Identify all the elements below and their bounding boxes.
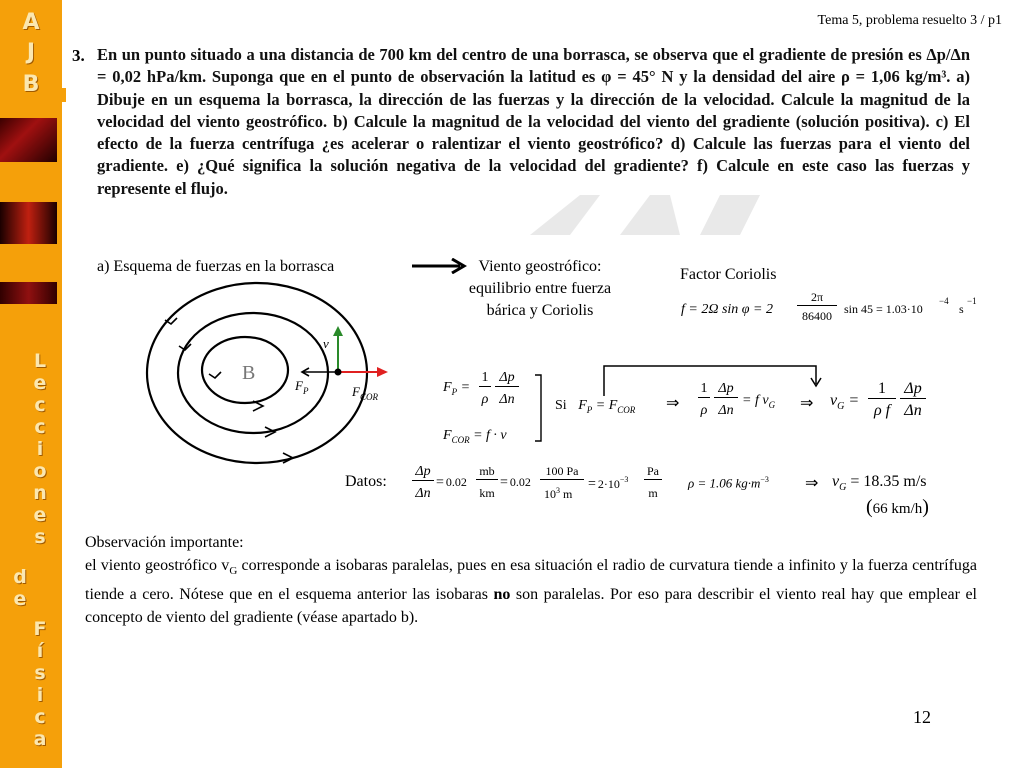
sidebar	[0, 0, 62, 768]
lab-photo-1	[0, 118, 57, 162]
vg-equation: $v_G$ = 1 ρ f Δp Δn	[830, 380, 930, 426]
problem-statement	[72, 44, 970, 224]
vertical-word-de-1: d e	[13, 566, 27, 610]
implies-2: ⇒	[800, 395, 814, 412]
isobar-arrow-3	[209, 372, 221, 378]
vertical-word-lecciones: L e c c i o n e s	[33, 350, 47, 548]
datos-label: Datos:	[345, 473, 387, 490]
observation-text: el viento geostrófico $v_G$ corresponde a isobaras paralelas, pues en esa situación el radio de curvatura tiende a infinito y la fuerza centrífuga tiende a cero. Nótese que en el esquema anterior las isobaras no son paralelas. Por eso para describir el viento real hay que emplear el concepto de viento del gradiente (véase apartado b).	[85, 557, 978, 627]
cyclone-diagram	[145, 278, 405, 468]
fcor-equation: $F_{COR} = f \cdot v$	[443, 428, 507, 445]
geostrophic-title: Viento geostrófico: equilibrio entre fuerza bárica y Coriolis	[468, 258, 612, 319]
logo-letter-j: J	[26, 40, 36, 65]
vg-result: $v_G = 18.35$ m/s	[832, 473, 927, 494]
coriolis-title: Factor Coriolis	[680, 266, 777, 283]
center-label-b: B	[242, 362, 256, 384]
logo-letter-a: A	[22, 10, 40, 35]
vg-result-kmh: (66 km/h)	[866, 496, 929, 518]
header-title: Tema 5, problema resuelto 3 / p1	[817, 13, 1002, 28]
v-label: v	[323, 336, 329, 351]
datos-density: ρ = 1.06 $kg\cdot m^{-3}$	[688, 475, 769, 491]
page-number: 12	[913, 707, 931, 727]
isobar-arrow-6	[283, 453, 293, 463]
fp-equation: $F_P$ = 1 ρ Δp Δn	[443, 370, 533, 420]
problem-number: 3.	[72, 46, 85, 65]
implies-1: ⇒	[666, 395, 680, 412]
balance-equation: 1 ρ Δp Δn = f $v_G$	[698, 381, 798, 427]
si-condition: Si $F_P = F_{COR}$	[555, 398, 636, 415]
fcor-label: $F_{COR}$	[352, 384, 378, 402]
lab-photo-2	[0, 202, 57, 244]
datos-gradient: Δp Δn = 0.02 mb km = 0.02 100 Pa $10^3$ m = $2\cdot 10^{-3}$ Pa m	[412, 464, 677, 510]
observation-block	[85, 531, 977, 629]
right-brace	[533, 373, 547, 443]
lab-photo-3	[0, 282, 57, 304]
problem-text: En un punto situado a una distancia de 700 km del centro de una borrasca, se observa que el gradiente de presión es Δp/Δn = 0,02 hPa/km. Suponga que en el punto de observación la latitud es φ = 45° N y la densidad del aire ρ = 1,06 kg/m³. a) Dibuje en un esquema la borrasca, la dirección de las fuerzas y la dirección de la velocidad. Calcule la magnitud de la velocidad del viento geostrófico. b) Calcule la magnitud de la velocidad del viento del gradiente (solución positiva). c) El efecto de la fuerza centrífuga ¿es acelerar o ralentizar el viento geostrófico? d) Calcule las fuerzas para el viento del gradiente. e) ¿Qué significa la solución negativa de la velocidad del gradiente? f) Calcule en este caso las fuerzas y represente el flujo.	[97, 45, 970, 198]
diagram-caption: a) Esquema de fuerzas en la borrasca	[97, 258, 335, 275]
implies-3: ⇒	[805, 475, 819, 492]
isobar-outer	[147, 283, 367, 463]
fp-label: $F_P$	[295, 378, 309, 396]
logo-letter-b: B	[22, 72, 40, 97]
observation-title: Observación importante:	[85, 534, 244, 551]
vertical-word-fisica: F í s i c a	[33, 618, 47, 750]
sidebar-tab	[58, 88, 66, 102]
